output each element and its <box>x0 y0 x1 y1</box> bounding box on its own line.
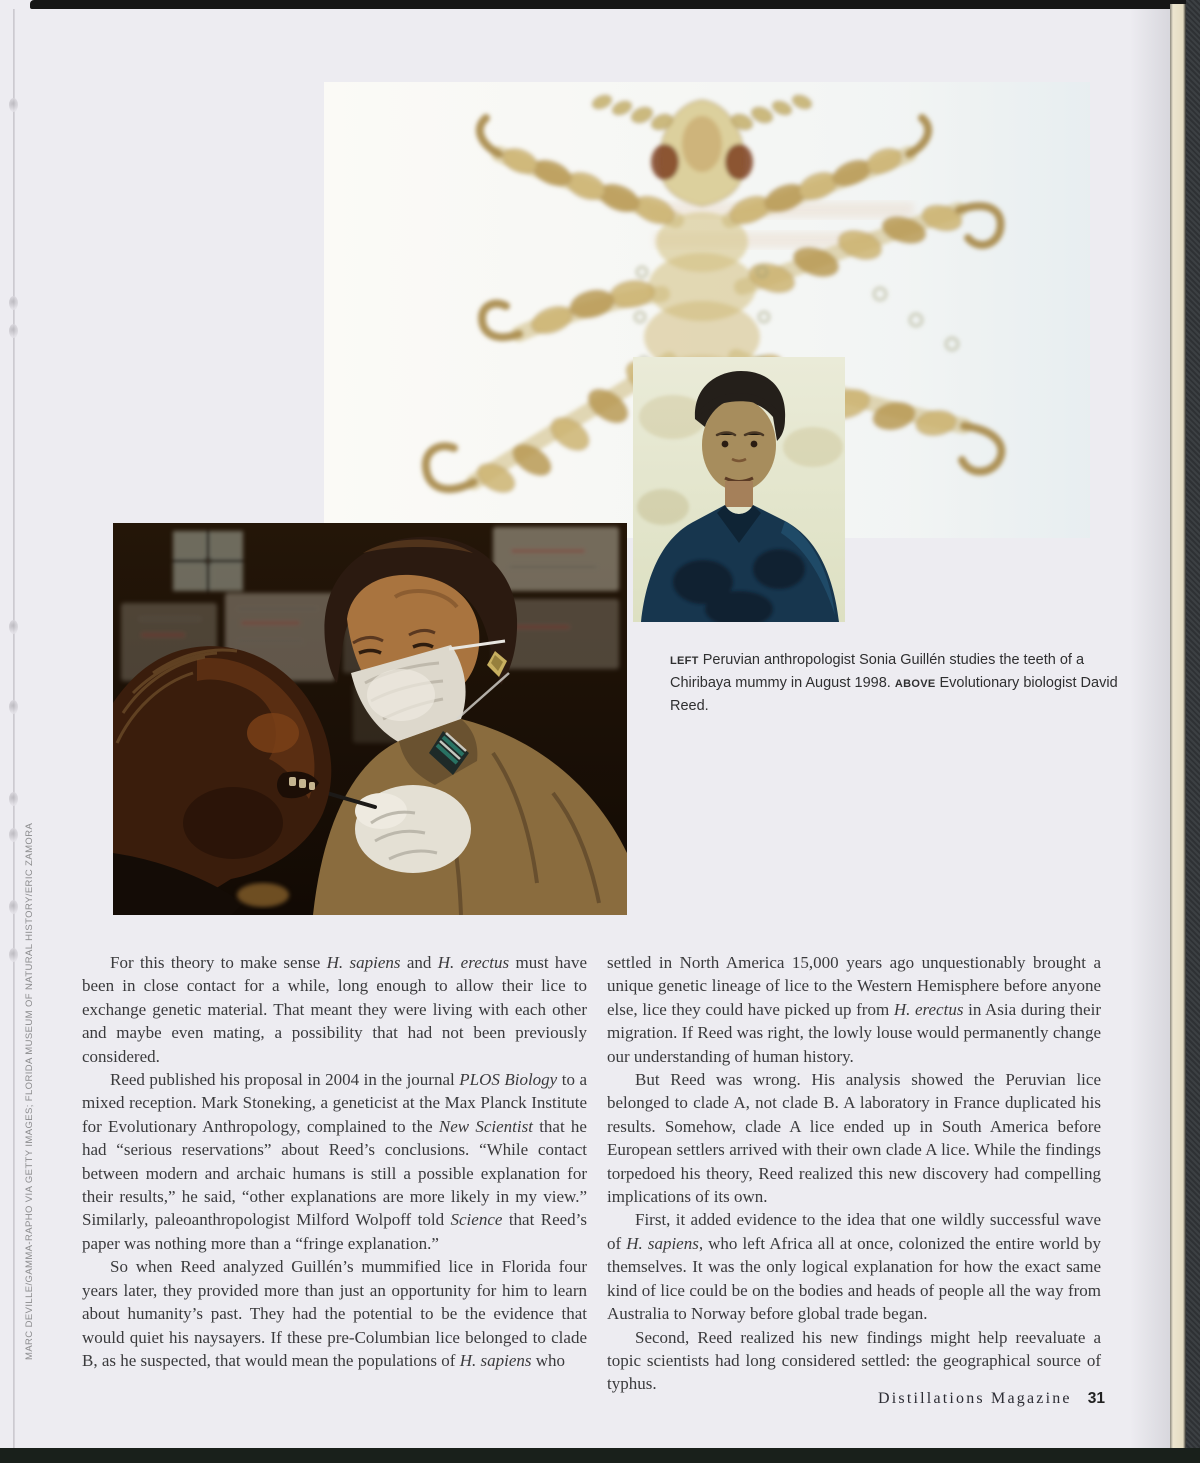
mummy-study-photo <box>113 523 627 915</box>
page-edge <box>1170 4 1186 1453</box>
body-paragraph: So when Reed analyzed Guillén’s mummified lice in Florida four years later, they provided more than just an opportunity for him to learn about humanity’s past. They had the potential to be the evidence that would quiet his naysayers. If these pre-Columbian lice belonged to clade B, as he suspected, that would mean the populations of H. sapiens who <box>82 1257 587 1370</box>
body-paragraph: settled in North America 15,000 years ago unquestionably brought a unique genetic lineage of lice to the Western Hemisphere before anyone else, lice they could have picked up from H. erectus in Asia during their migration. If Reed was right, the lowly louse would permanently change our understanding of human history. <box>607 953 1101 1066</box>
binding-seam <box>13 9 15 1448</box>
page-number: 31 <box>1087 1390 1105 1407</box>
page-footer <box>0 1390 1105 1408</box>
binding-notch <box>9 792 18 806</box>
body-column-right <box>607 951 1101 1396</box>
scan-bottom-border <box>0 1448 1200 1463</box>
binding-notch <box>9 296 18 310</box>
mummy-study-photo-figure <box>113 523 627 915</box>
david-reed-portrait <box>633 357 845 622</box>
binding-notch <box>9 620 18 634</box>
body-paragraph: But Reed was wrong. His analysis showed the Peruvian lice belonged to clade A, not clade B. A laboratory in France duplicated his results. Somehow, clade A lice ended up in South America before European settlers arrived with their own clade A lice. While the findings torpedoed his theory, Reed realized this new discovery had compelling implications of its own. <box>607 1070 1101 1207</box>
figure-caption: LEFT Peruvian anthropologist Sonia Guillén studies the teeth of a Chiribaya mummy in August 1998. ABOVE Evolutionary biologist David Reed. <box>670 651 1118 714</box>
body-paragraph: Second, Reed realized his new findings might help reevaluate a topic scientists had long considered settled: the geographical source of typhus. <box>607 1327 1101 1394</box>
magazine-title: Distillations Magazine <box>878 1390 1072 1407</box>
binding-notch <box>9 900 18 914</box>
body-paragraph: For this theory to make sense H. sapiens and H. erectus must have been in close contact for a while, long enough to allow their lice to exchange genetic material. That meant they were living with each other and maybe even mating, a possibility that had not been previously considered. <box>82 953 588 1066</box>
binding-notch <box>9 324 18 338</box>
body-column-left <box>82 951 587 1372</box>
photo-credit: MARC DEVILLE/GAMMA-RAPHO VIA GETTY IMAGES; FLORIDA MUSEUM OF NATURAL HISTORY/ERIC ZAMORA <box>24 822 35 1360</box>
binding-notch <box>9 948 18 962</box>
book-cover-edge <box>1186 0 1200 1463</box>
binding-notch <box>9 700 18 714</box>
page-edge-shadow <box>1130 9 1170 1448</box>
body-paragraph: First, it added evidence to the idea that one wildly successful wave of H. sapiens, who left Africa all at once, colonized the entire world by themselves. It was the only logical explanation for how the exact same kind of lice could be on the bodies and heads of people all the way from Australia to Norway before global trade began. <box>607 1210 1101 1324</box>
david-reed-portrait-figure <box>633 357 845 622</box>
body-paragraph: Reed published his proposal in 2004 in the journal PLOS Biology to a mixed reception. Mark Stoneking, a geneticist at the Max Planck Institute for Evolutionary Anthropology, complained to the New Scientist that he had “serious reservations” about Reed’s conclusions. “While contact between modern and archaic humans is still a possible explanation for their results,” he said, “other explanations are more likely in my view.” Similarly, paleoanthropologist Milford Wolpoff told Science that Reed’s paper was nothing more than a “fringe explanation.” <box>82 1070 588 1253</box>
scan-top-border <box>30 0 1200 9</box>
binding-notch <box>9 828 18 842</box>
binding-notch <box>9 98 18 112</box>
